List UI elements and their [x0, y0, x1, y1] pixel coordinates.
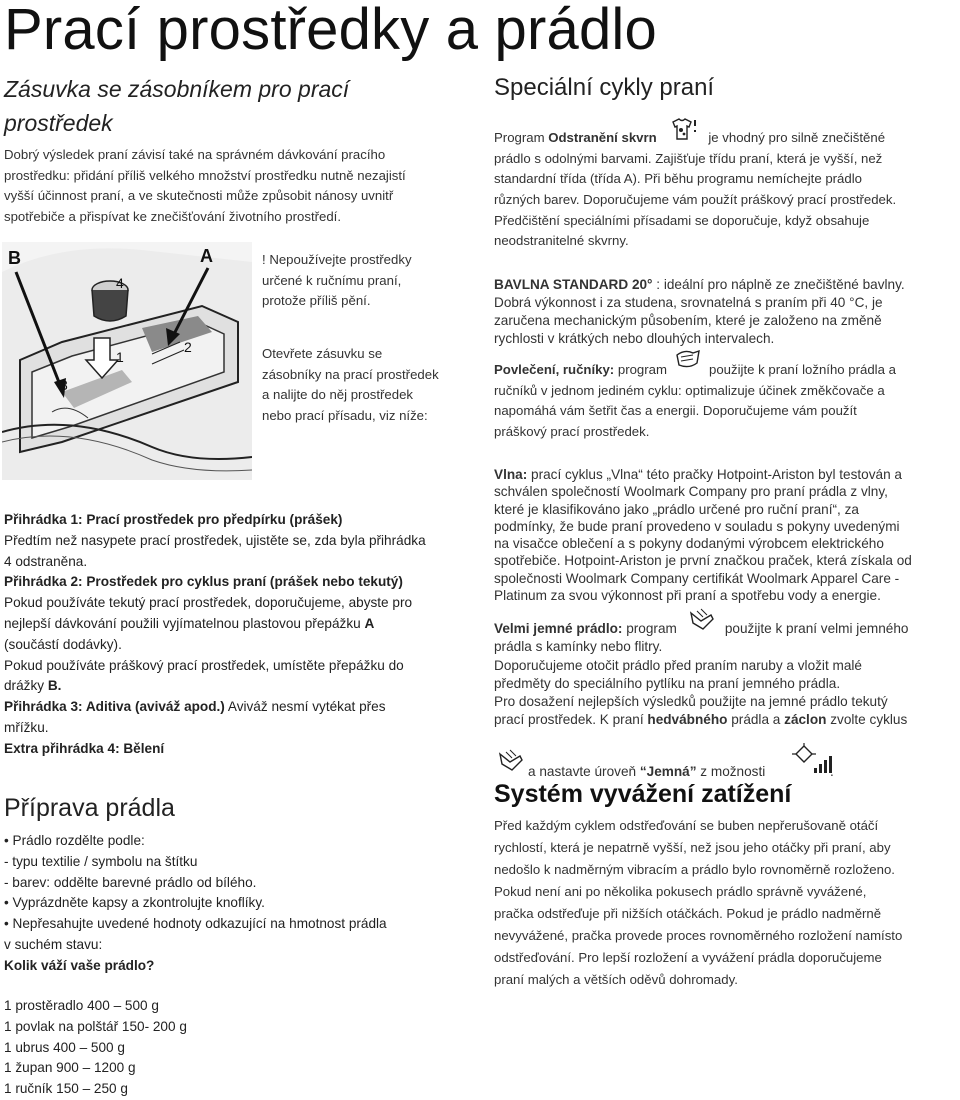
prep-line: v suchém stavu: — [4, 936, 103, 952]
option-level-icon — [790, 742, 834, 781]
open-drawer-line: nebo prací přísadu, viz níže: — [262, 407, 428, 423]
open-drawer-line: zásobníky na prací prostředek — [262, 366, 439, 382]
bedding-line: práškový prací prostředek. — [494, 423, 650, 439]
page-title: Prací prostředky a prádlo — [4, 0, 657, 62]
prep-heading: Příprava prádla — [4, 794, 175, 822]
balance-line: nedošlo k nadměrným vibracím a prádlo bylo rovnoměrně rozloženo. — [494, 862, 895, 877]
drawer-figure — [2, 242, 252, 480]
delicate-cycle-icon — [496, 746, 526, 779]
figure-label-b: B — [8, 248, 21, 268]
weight-item: 1 ručník 150 – 250 g — [4, 1081, 128, 1097]
balance-paragraph — [494, 815, 958, 991]
weight-item: 1 povlak na polštář 150- 200 g — [4, 1018, 187, 1034]
warning-line: protože příliš pění. — [262, 293, 371, 309]
prep-line: • Nepřesahujte uvedené hodnoty odkazující na hmotnost prádla — [4, 916, 387, 932]
warning-line: určené k ručnímu praní, — [262, 272, 402, 288]
level-line: a nastavte úroveň “Jemná” z možnosti . — [494, 742, 956, 782]
compartment-3-title: Přihrádka 3: Aditiva (aviváž apod.) — [4, 699, 225, 715]
wool-line: které je klasifikováno jako „prádlo určené pro ruční praní“, za — [494, 501, 859, 517]
compartment-1-text: 4 odstraněna. — [4, 553, 88, 569]
stain-line: Předčištění speciálními přísadami se doporučuje, když obsahuje — [494, 212, 870, 228]
wool-line: Platinum za svou výkonnost při praní a spotřebu vody a energie. — [494, 588, 881, 604]
wool-line: schválen společností Woolmark Company pro praní prádla z vlny, — [494, 484, 888, 500]
bedding-program — [494, 360, 956, 442]
open-drawer-line: Otevřete zásuvku se — [262, 346, 383, 361]
wool-line: spotřebiče. Hotpoint-Ariston je první značkou praček, která získala od — [494, 553, 912, 569]
delicate-program — [494, 620, 956, 730]
cotton-line: BAVLNA STANDARD 20° : ideální pro náplně ze znečištěné bavlny. — [494, 277, 905, 292]
bedding-line: napomáhá vám šetřit čas a energii. Doporučujeme vám použít — [494, 403, 857, 419]
weight-item: 1 prostěradlo 400 – 500 g — [4, 998, 159, 1013]
warning-note — [262, 250, 412, 312]
cotton-line: zaručena mechanickým působením, které je založeno na změně — [494, 313, 882, 328]
balance-line: nevyvážené, pračka provede proces rovnoměrného rozložení namísto — [494, 928, 903, 943]
intro-line: Dobrý výsledek praní závisí také na správném dávkování pracího — [4, 147, 386, 162]
prep-line: - barev: oddělte barevné prádlo od bílého. — [4, 874, 257, 890]
prep-line: • Vyprázdněte kapsy a zkontrolujte knoflíky. — [4, 895, 265, 911]
balance-line: odstřeďování. Pro lepší rozložení a vyvážení prádla doporučujeme — [494, 950, 882, 965]
wool-program — [494, 466, 956, 604]
compartments-section — [4, 510, 474, 760]
delicate-line: Doporučujeme otočit prádlo před praním naruby a vložit malé — [494, 657, 862, 673]
balance-line: Před každým cyklem odstřeďování se buben nepřerušovaně otáčí — [494, 818, 879, 833]
figure-label-3: 3 — [60, 377, 68, 393]
bedding-towel-icon — [673, 347, 703, 380]
stain-line: neodstranitelné skvrny. — [494, 233, 629, 249]
special-heading: Speciální cykly praní — [494, 74, 715, 101]
bedding-line: ručníků v jednom jediném cyklu: optimalizuje účinek změkčovače a — [494, 382, 885, 398]
balance-line: praní malých a větších oděvů dohromady. — [494, 972, 738, 987]
bedding-line: Povlečení, ručníky: program použijte k praní ložního prádla a — [494, 360, 956, 381]
balance-heading: Systém vyvážení zatížení — [494, 780, 792, 808]
stain-line: standardní třída (třída A). Při běhu programu nemíchejte prádlo — [494, 171, 862, 187]
delicate-line: předměty do speciálního pytlíku na praní jemného prádla. — [494, 675, 841, 691]
wool-line: podmínky, že bude praní provedeno v souladu s pokyny uvedenými — [494, 518, 900, 534]
warning-line: ! Nepoužívejte prostředky — [262, 252, 412, 267]
delicate-line: prádla s kamínky nebo flitry. — [494, 639, 663, 655]
compartment-2-text: (součástí dodávky). — [4, 636, 122, 652]
balance-line: pračka odstřeďuje při nižších otáčkách. Pokud je prádlo nadměrně — [494, 906, 882, 921]
delicate-line: Velmi jemné prádlo: program použijte k praní velmi jemného — [494, 620, 956, 638]
figure-label-1: 1 — [116, 349, 124, 365]
intro-line: prostředku: přidání příliš velkého množství prostředku nutně nezajistí — [4, 167, 406, 183]
stain-shirt-icon — [667, 116, 701, 149]
figure-label-a: A — [200, 246, 213, 266]
weight-item: 1 ubrus 400 – 500 g — [4, 1039, 125, 1055]
stain-program — [494, 128, 956, 252]
compartment-2-text: Pokud používáte práškový prací prostředek, umístěte přepážku do — [4, 657, 404, 673]
open-drawer-line: a nalijte do něj prostředek — [262, 387, 414, 403]
delicate-hand-icon — [687, 607, 717, 638]
weight-item: 1 župan 900 – 1200 g — [4, 1060, 136, 1076]
cotton-program — [494, 276, 956, 348]
cotton-line: rychlosti v krátkých nebo dlouhých intervalech. — [494, 331, 775, 346]
balance-line: Pokud není ani po několika pokusech prádlo správně vyvážené, — [494, 884, 867, 899]
compartment-1-title: Přihrádka 1: Prací prostředek pro předpírku (prášek) — [4, 512, 343, 527]
intro-paragraph — [4, 145, 406, 227]
drawer-heading-line1: Zásuvka se zásobníkem pro prací — [4, 76, 350, 102]
figure-label-2: 2 — [184, 339, 192, 355]
intro-line: spotřebiče a přispívat ke znečišťování životního prostředí. — [4, 208, 342, 224]
stain-line: Program Odstranění skvrn je vhodný pro silně znečištěné — [494, 128, 956, 149]
delicate-line: prací prostředek. K praní hedvábného prádla a záclon zvolte cyklus — [494, 712, 908, 728]
figure-label-4: 4 — [116, 275, 124, 291]
balance-line: rychlostí, která je nepatrně vyšší, než jsou jeho otáčky při praní, aby — [494, 840, 891, 855]
wool-line: společnosti Woolmark Company certifikát Woolmark Apparel Care - — [494, 570, 900, 586]
intro-line: vyšší účinnost praní, a ve skutečnosti může způsobit nánosy uvnitř — [4, 188, 394, 204]
weights-list — [4, 996, 187, 1100]
cotton-line: Dobrá výkonnost i za studena, srovnatelná s praním při 40 °C, je — [494, 295, 883, 310]
compartment-3: Přihrádka 3: Aditiva (aviváž apod.) Aviváž nesmí vytékat přes — [4, 699, 386, 715]
compartment-2-text: nejlepší dávkování použili vyjímatelnou plastovou přepážku A — [4, 615, 375, 631]
prep-line: - typu textilie / symbolu na štítku — [4, 853, 198, 869]
wool-line: na visačce oblečení a s pokyny dodanými výrobcem elektrického — [494, 536, 884, 552]
stain-line: různých barev. Doporučujeme vám použít práškový prací prostředek. — [494, 192, 897, 207]
weigh-question: Kolik váží vaše prádlo? — [4, 957, 155, 973]
compartment-2-text: drážky B. — [4, 678, 62, 694]
compartment-2-text: Pokud používáte tekutý prací prostředek, doporučujeme, abyste pro — [4, 595, 413, 611]
drawer-heading-line2: prostředek — [4, 110, 113, 136]
wool-line: Vlna: prací cyklus „Vlna“ této pračky Hotpoint-Ariston byl testován a — [494, 467, 902, 482]
drawer-illustration — [2, 242, 252, 480]
compartment-4-title: Extra přihrádka 4: Bělení — [4, 740, 165, 756]
stain-line: prádlo s odolnými barvami. Zajišťuje třídu praní, která je vyšší, než — [494, 150, 883, 166]
prep-list — [4, 831, 387, 977]
compartment-3-text: mřížku. — [4, 719, 49, 735]
open-drawer-note — [262, 344, 439, 426]
prep-line: • Prádlo rozdělte podle: — [4, 833, 145, 848]
compartment-1-text: Předtím než nasypete prací prostředek, ujistěte se, zda byla přihrádka — [4, 532, 426, 548]
compartment-2-title: Přihrádka 2: Prostředek pro cyklus praní (prášek nebo tekutý) — [4, 574, 403, 590]
drawer-heading — [4, 72, 349, 140]
delicate-line: Pro dosažení nejlepších výsledků použijte na jemné prádlo tekutý — [494, 694, 888, 710]
